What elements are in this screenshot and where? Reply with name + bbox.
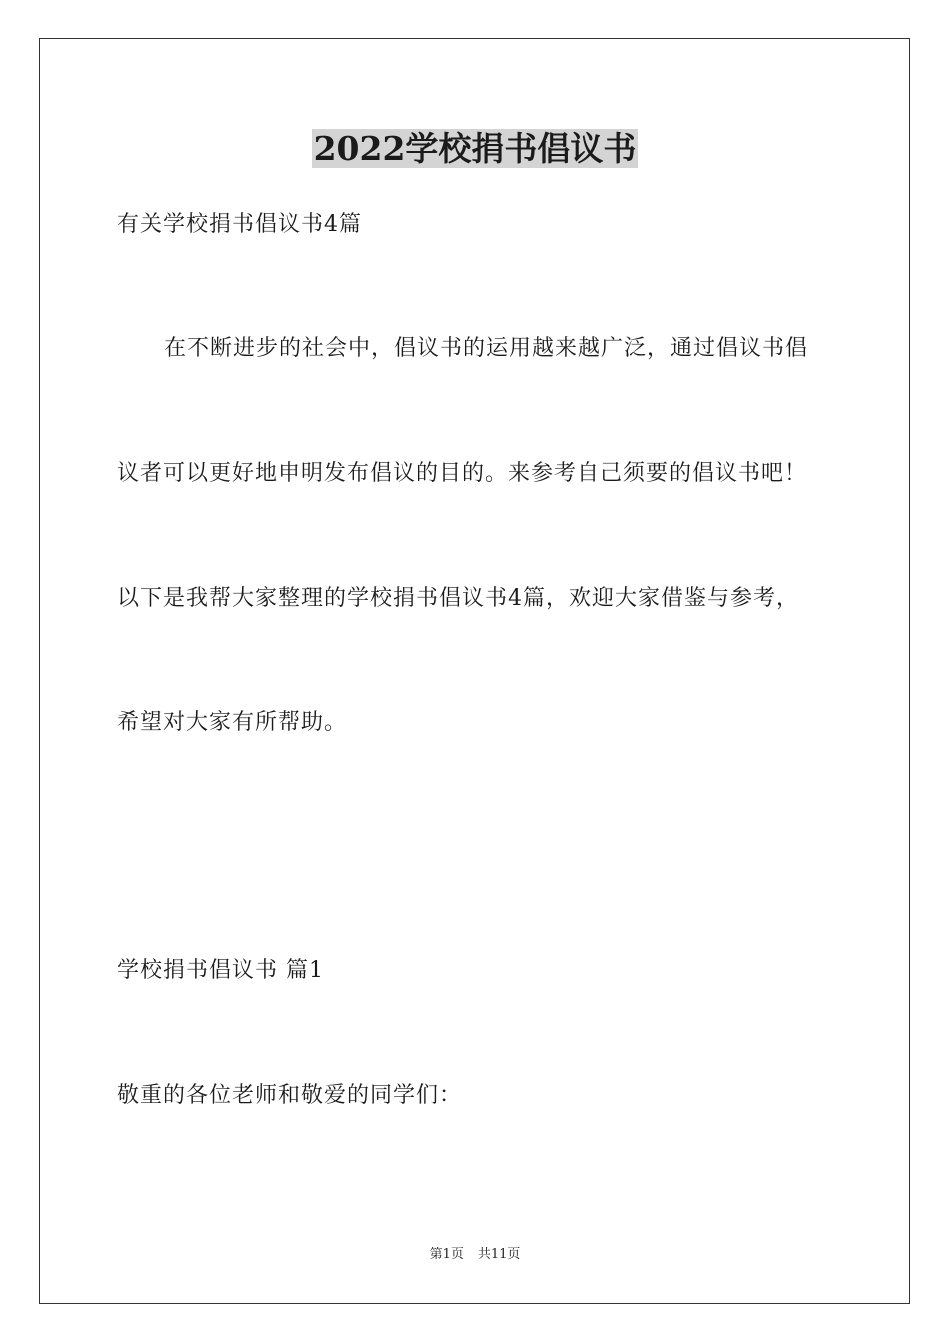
salutation: 敬重的各位老师和敬爱的同学们： [117, 1083, 463, 1108]
intro-line-3: 以下是我帮大家整理的学校捐书倡议书4篇，欢迎大家借鉴与参考， [117, 586, 799, 611]
document-title [0, 126, 950, 172]
page-footer [0, 1246, 950, 1264]
page-total: 共11页 [477, 1247, 521, 1262]
intro-line-4: 希望对大家有所帮助。 [117, 710, 348, 735]
page-number: 第1页 [429, 1247, 464, 1262]
intro-line-1: 在不断进步的社会中，倡议书的运用越来越广泛，通过倡议书倡 [164, 336, 809, 361]
section-heading: 学校捐书倡议书 篇1 [117, 958, 324, 983]
intro-line-2: 议者可以更好地申明发布倡议的目的。来参考自己须要的倡议书吧！ [117, 461, 808, 486]
document-subtitle: 有关学校捐书倡议书4篇 [117, 212, 362, 237]
document-title-text: 2022学校捐书倡议书 [313, 129, 637, 168]
